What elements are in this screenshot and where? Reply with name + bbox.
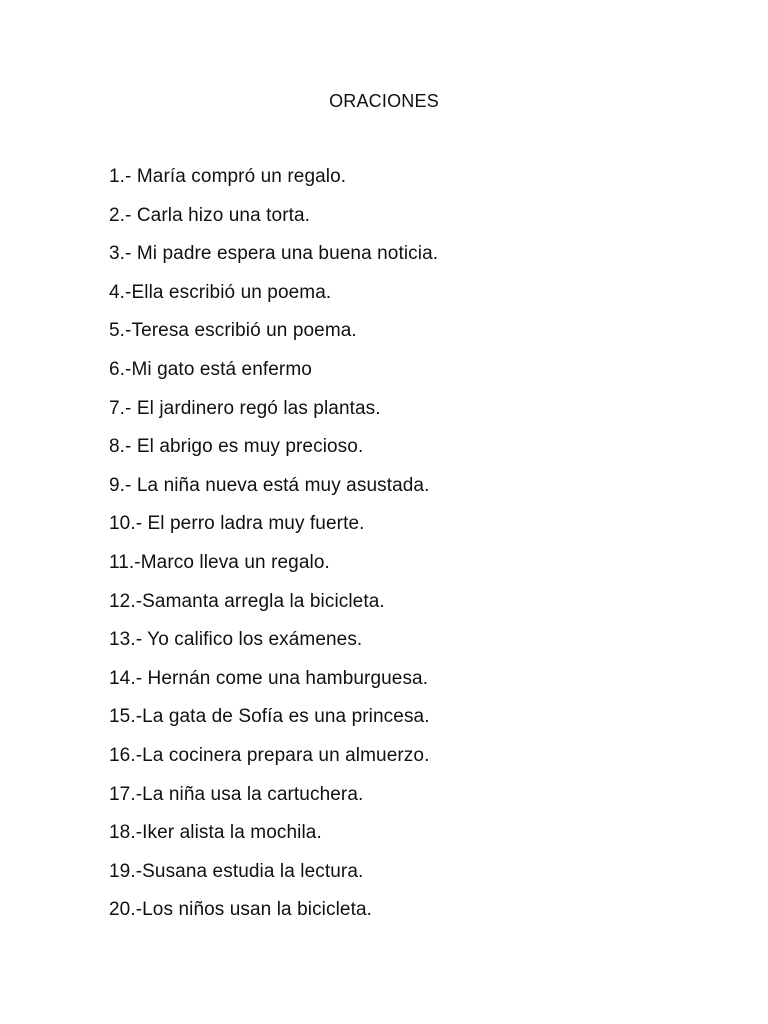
sentence-item: 7.- El jardinero regó las plantas. xyxy=(109,397,381,419)
sentence-item: 18.-Iker alista la mochila. xyxy=(109,822,322,844)
sentence-item: 13.- Yo califico los exámenes. xyxy=(109,629,363,651)
sentence-list xyxy=(109,165,438,937)
sentence-item: 8.- El abrigo es muy precioso. xyxy=(109,436,364,458)
sentence-item: 5.-Teresa escribió un poema. xyxy=(109,320,357,342)
sentence-item: 16.-La cocinera prepara un almuerzo. xyxy=(109,744,430,766)
sentence-item: 9.- La niña nueva está muy asustada. xyxy=(109,474,430,496)
sentence-item: 17.-La niña usa la cartuchera. xyxy=(109,783,364,805)
sentence-item: 10.- El perro ladra muy fuerte. xyxy=(109,513,365,535)
sentence-item: 6.-Mi gato está enfermo xyxy=(109,358,312,380)
sentence-item: 15.-La gata de Sofía es una princesa. xyxy=(109,706,430,728)
sentence-item: 3.- Mi padre espera una buena noticia. xyxy=(109,243,439,265)
sentence-item: 20.-Los niños usan la bicicleta. xyxy=(109,899,373,921)
sentence-item: 4.-Ella escribió un poema. xyxy=(109,281,332,303)
sentence-item: 14.- Hernán come una hamburguesa. xyxy=(109,667,429,689)
sentence-item: 19.-Susana estudia la lectura. xyxy=(109,860,364,882)
page-title: ORACIONES xyxy=(329,91,439,111)
sentence-item: 12.-Samanta arregla la bicicleta. xyxy=(109,590,385,612)
sentence-item: 2.- Carla hizo una torta. xyxy=(109,204,311,226)
sentence-item: 11.-Marco lleva un regalo. xyxy=(109,551,330,573)
sentence-item: 1.- María compró un regalo. xyxy=(109,166,347,187)
